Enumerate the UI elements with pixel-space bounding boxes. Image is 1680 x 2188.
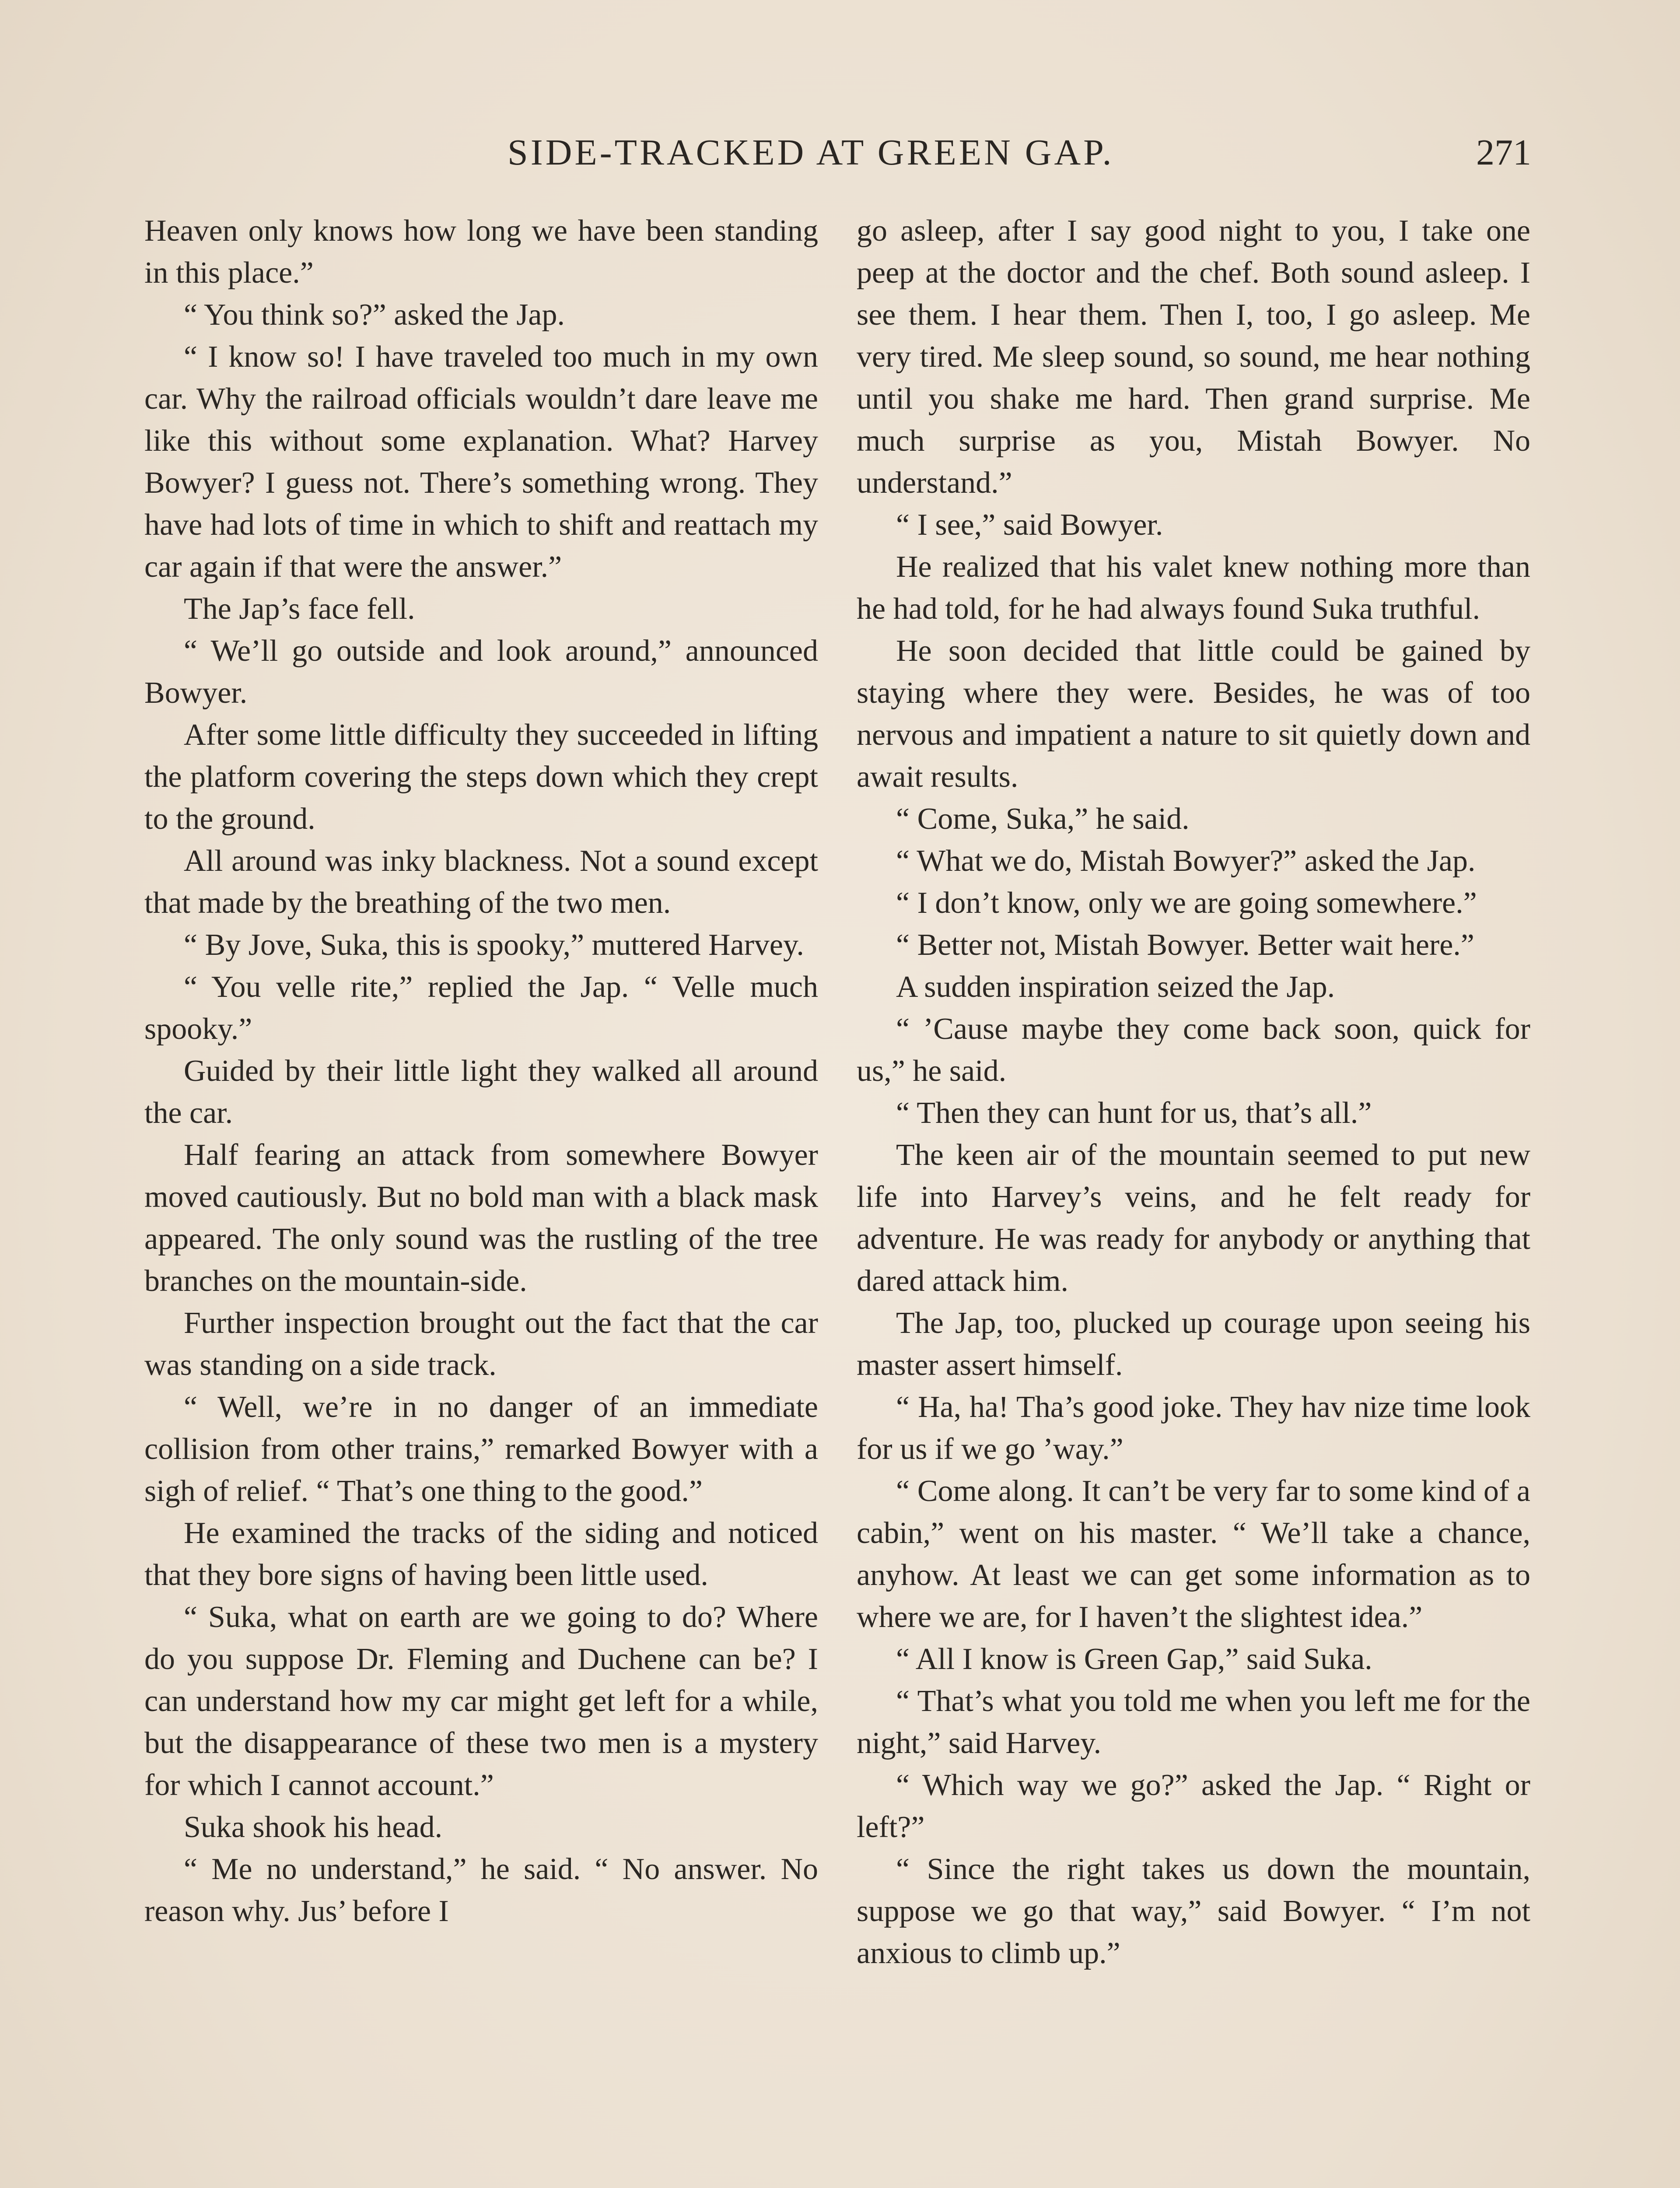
paragraph: After some little difficulty they succeeded in lifting the platform covering the steps down which they crept to the ground. [144, 718, 818, 836]
paragraph: “ You velle rite,” replied the Jap. “ Velle much spooky.” [144, 970, 818, 1046]
paragraph: “ Better not, Mistah Bowyer. Better wait here.” [896, 928, 1474, 962]
paragraph: He soon decided that little could be gained by staying where they were. Besides, he was of too nervous and impatient a nature to sit quietly down and await results. [857, 634, 1530, 794]
paragraph: “ That’s what you told me when you left me for the night,” said Harvey. [857, 1684, 1530, 1760]
paragraph: The Jap’s face fell. [184, 592, 415, 626]
paragraph: “ All I know is Green Gap,” said Suka. [896, 1642, 1372, 1676]
paragraph: “ ’Cause maybe they come back soon, quick for us,” he said. [857, 1012, 1530, 1088]
paragraph: A sudden inspiration seized the Jap. [896, 970, 1335, 1004]
paragraph: “ Me no understand,” he said. “ No answer. No reason why. Jus’ before I [144, 1852, 818, 1928]
paragraph: All around was inky blackness. Not a sound except that made by the breathing of the two men. [144, 844, 818, 920]
paragraph: “ We’ll go outside and look around,” announced Bowyer. [144, 634, 818, 710]
paragraph: go asleep, after I say good night to you, I take one peep at the doctor and the chef. Both sound asleep. I see them. I hear them. Then I, too, I go asleep. Me very tired. Me sleep sound, so sound, me hear nothing until you shake me hard. Then grand surprise. Me much surprise as you, Mistah Bowyer. No understand.” [857, 214, 1530, 500]
right-text-column [857, 210, 1530, 1974]
paragraph: “ I know so! I have traveled too much in my own car. Why the railroad officials wouldn’t dare leave me like this without some explanation. What? Harvey Bowyer? I guess not. There’s something wrong. They have had lots of time in which to shift and reattach my car again if that were the answer.” [144, 340, 818, 584]
paragraph: “ By Jove, Suka, this is spooky,” muttered Harvey. [184, 928, 804, 962]
paragraph: “ Then they can hunt for us, that’s all.” [896, 1096, 1372, 1130]
paragraph: “ Suka, what on earth are we going to do? Where do you suppose Dr. Fleming and Duchene can be? I can understand how my car might get left for a while, but the disappearance of these two men is a mystery for which I cannot account.” [144, 1600, 818, 1802]
paragraph: He realized that his valet knew nothing more than he had told, for he had always found Suka truthful. [857, 550, 1530, 626]
paragraph: “ Since the right takes us down the mountain, suppose we go that way,” said Bowyer. “ I’m not anxious to climb up.” [857, 1852, 1530, 1970]
paragraph: He examined the tracks of the siding and noticed that they bore signs of having been little used. [144, 1516, 818, 1592]
paragraph: “ I don’t know, only we are going somewhere.” [896, 886, 1477, 920]
page-header [144, 131, 1531, 184]
paragraph: Heaven only knows how long we have been standing in this place.” [144, 214, 818, 290]
paragraph: Half fearing an attack from somewhere Bowyer moved cautiously. But no bold man with a black mask appeared. The only sound was the rustling of the tree branches on the mountain-side. [144, 1138, 818, 1298]
paragraph: “ You think so?” asked the Jap. [184, 298, 565, 332]
paragraph: “ Come, Suka,” he said. [896, 802, 1190, 836]
paragraph: “ Come along. It can’t be very far to some kind of a cabin,” went on his master. “ We’ll take a chance, anyhow. At least we can get some information as to where we are, for I haven’t the slightest idea.” [857, 1474, 1530, 1634]
paragraph: “ Which way we go?” asked the Jap. “ Right or left?” [857, 1768, 1530, 1844]
left-text-column [144, 210, 818, 1932]
paragraph: Guided by their little light they walked all around the car. [144, 1054, 818, 1130]
paragraph: “ I see,” said Bowyer. [896, 508, 1163, 542]
paragraph: Suka shook his head. [184, 1810, 443, 1844]
running-title: SIDE-TRACKED AT GREEN GAP. [508, 132, 1114, 173]
paragraph: “ Well, we’re in no danger of an immediate collision from other trains,” remarked Bowyer with a sigh of relief. “ That’s one thing to the good.” [144, 1390, 818, 1508]
paragraph: “ What we do, Mistah Bowyer?” asked the Jap. [896, 844, 1476, 878]
paragraph: “ Ha, ha! Tha’s good joke. They hav nize time look for us if we go ’way.” [857, 1390, 1530, 1466]
paragraph: The keen air of the mountain seemed to put new life into Harvey’s veins, and he felt ready for adventure. He was ready for anybody or anything that dared attack him. [857, 1138, 1530, 1298]
paragraph: Further inspection brought out the fact that the car was standing on a side track. [144, 1306, 818, 1382]
page-number: 271 [1476, 132, 1531, 173]
paragraph: The Jap, too, plucked up courage upon seeing his master assert himself. [857, 1306, 1530, 1382]
